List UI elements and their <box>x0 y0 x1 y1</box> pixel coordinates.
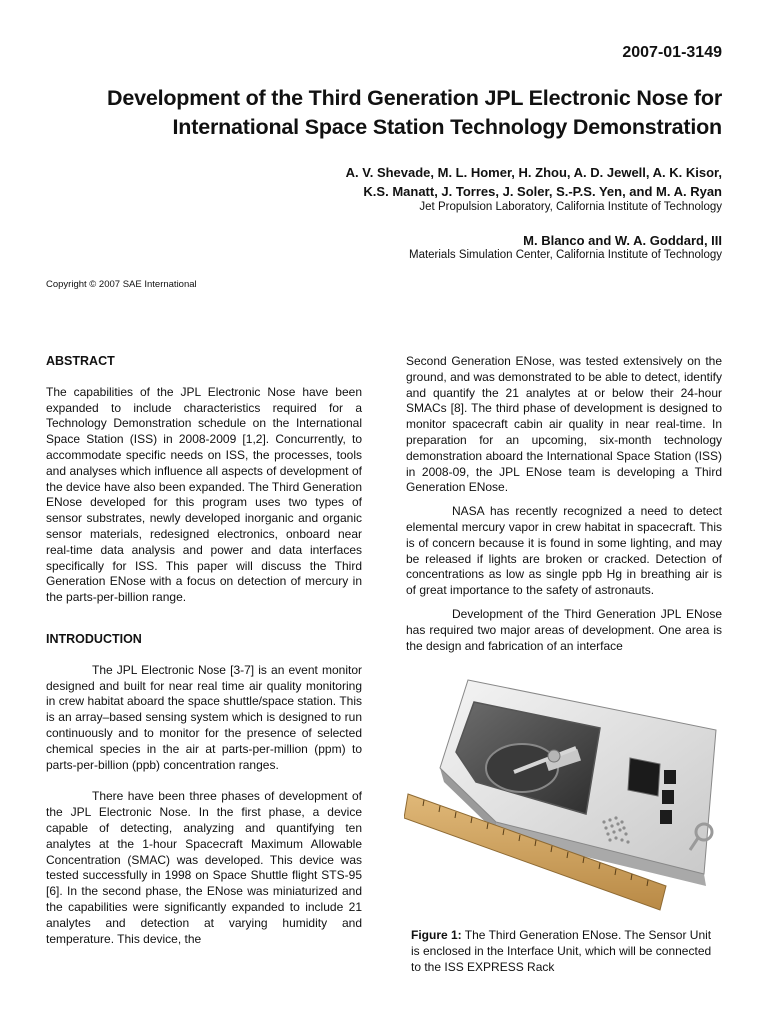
copyright-notice: Copyright © 2007 SAE International <box>46 279 197 290</box>
intro-paragraph-2: There have been three phases of development of the JPL Electronic Nose. In the first phase, a device capable of detecting, analyzing and quantifying ten analytes at the 1-hour Spacecraft Maximum Allowable Concentration (SMAC) was developed. This device was tested successfully in 1998 on Space Shuttle flight STS-95 [6]. In the second phase, the ENose was miniaturized and the capabilities were significantly expanded to include 21 analytes and detection at varying humidity and temperature. This device, the <box>46 789 362 946</box>
affiliation-2: Materials Simulation Center, California Institute of Technology <box>408 249 722 261</box>
right-column <box>406 354 722 654</box>
connector-1 <box>664 770 676 784</box>
right-paragraph-2: NASA has recently recognized a need to detect elemental mercury vapor in crew habitat in spacecraft. This is of concern because it is found in some lighting, and may be released if lights are broken or cracked. Detection of concentrations as low as single ppb Hg in breathing air is of great importance to the safety of astronauts. <box>406 504 722 598</box>
enose-figure <box>404 672 726 916</box>
authors-line-1: A. V. Shevade, M. L. Homer, H. Zhou, A. D. Jewell, A. K. Kisor, <box>345 165 722 180</box>
author-list-1 <box>122 163 722 201</box>
enose-device-photo <box>404 672 726 916</box>
paper-id: 2007-01-3149 <box>622 44 722 61</box>
right-paragraph-3: Development of the Third Generation JPL ENose has required two major areas of development. One area is the design and fabrication of an interface <box>406 606 722 653</box>
title-line-2: International Space Station Technology Demonstration <box>172 115 722 139</box>
figure-caption-text: The Third Generation ENose. The Sensor Unit is enclosed in the Interface Unit, which will be connected to the ISS EXPRESS Rack <box>411 928 712 974</box>
author-list-2: M. Blanco and W. A. Goddard, III <box>523 233 722 248</box>
left-column <box>46 354 362 947</box>
tube-fitting <box>548 750 560 762</box>
figure-label: Figure 1: <box>411 928 462 942</box>
figure-caption <box>411 928 723 975</box>
affiliation-1: Jet Propulsion Laboratory, California Institute of Technology <box>419 201 722 213</box>
authors-line-2: K.S. Manatt, J. Torres, J. Soler, S.-P.S. Yen, and M. A. Ryan <box>363 184 722 199</box>
paper-title <box>32 84 722 142</box>
right-paragraph-1: Second Generation ENose, was tested extensively on the ground, and was demonstrated to be able to detect, identify and quantify the 21 analytes at or below their 24-hour SMACs [8]. The third phase of development is designed to monitor spacecraft cabin air quality in near real-time. In preparation for an upcoming, six-month technology demonstration aboard the International Space Station (ISS) in 2008-09, the JPL ENose team is developing a Third Generation ENose. <box>406 354 722 495</box>
introduction-heading: INTRODUCTION <box>46 631 142 646</box>
abstract-text: The capabilities of the JPL Electronic Nose have been expanded to include characteristics required for a Technology Demonstration schedule on the International Space Station (ISS) in 2008-2009 [1,2]. Concurrently, to accommodate specific needs on ISS, the processes, tools and analyses which influence all aspects of development of the device have also been expanded. The Third Generation ENose developed for this program uses two types of sensor substrates, newly developed inorganic and organic sensor materials, redesigned electronics, onboard near real-time data analysis and power and data interfaces specifically for ISS. This paper will discuss the Third Generation ENose with a focus on detection of mercury in the parts-per-billion range. <box>46 384 362 605</box>
intro-paragraph-1: The JPL Electronic Nose [3-7] is an event monitor designed and built for near real time air quality monitoring in crew habitat aboard the space shuttle/space station. This is an array–based sensing system which is designed to run continuously and to monitor for the presence of selected chemical species in the air at parts-per-million (ppm) to parts-per-billion (ppb) concentration ranges. <box>46 662 362 772</box>
abstract-heading: ABSTRACT <box>46 354 115 368</box>
title-line-1: Development of the Third Generation JPL Electronic Nose for <box>107 86 722 110</box>
display-screen <box>628 758 660 796</box>
connector-2 <box>662 790 674 804</box>
connector-3 <box>660 810 672 824</box>
